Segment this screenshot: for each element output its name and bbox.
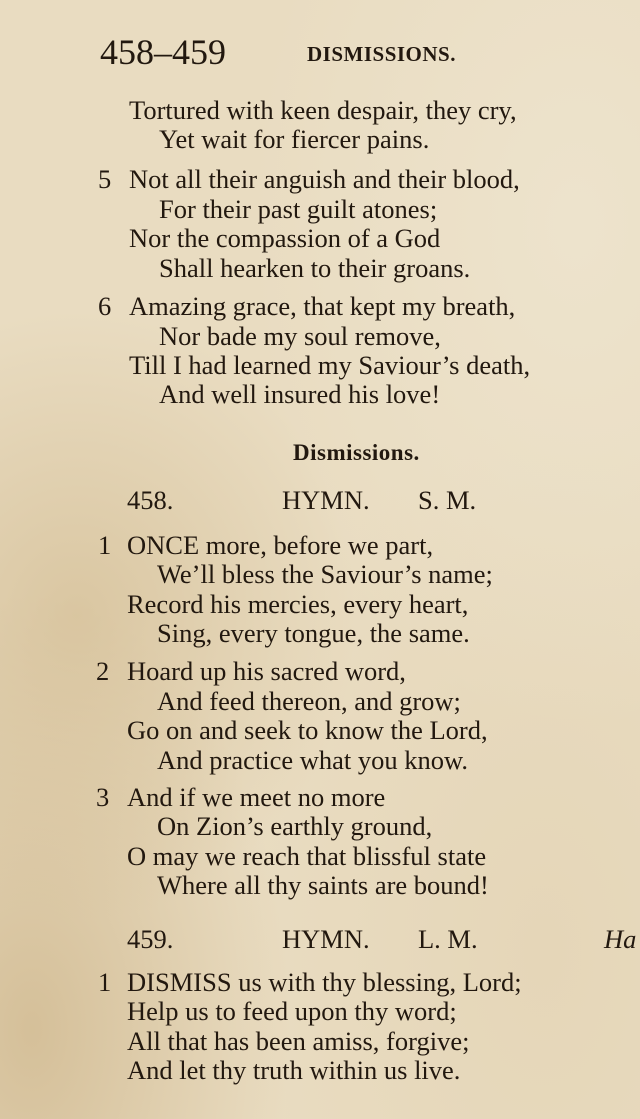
page-range: 458–459: [100, 32, 226, 72]
verse-line: And feed thereon, and grow;: [157, 686, 461, 716]
hymn-number: 459.: [127, 924, 174, 954]
hymn-title: HYMN.: [282, 924, 370, 954]
verse-line: O may we reach that blissful state: [127, 841, 487, 871]
verse-line: And let thy truth within us live.: [127, 1055, 461, 1085]
verse-line: Yet wait for fiercer pains.: [159, 124, 430, 154]
hymn-number: 458.: [127, 485, 174, 515]
section-heading: Dismissions.: [293, 440, 420, 465]
verse-line: Help us to feed upon thy word;: [127, 996, 457, 1026]
hymn-header: [0, 922, 640, 956]
verse-line: Amazing grace, that kept my breath,: [129, 291, 516, 321]
running-head: [100, 30, 480, 74]
verse-line: Not all their anguish and their blood,: [129, 164, 520, 194]
verse-line: And if we meet no more: [127, 782, 386, 812]
verse-line: Tortured with keen despair, they cry,: [129, 95, 517, 125]
verse-line: Go on and seek to know the Lord,: [127, 715, 488, 745]
stanza-number: 6: [98, 291, 112, 321]
stanza-number: 1: [98, 967, 112, 997]
hymn-header: [0, 483, 640, 517]
stanza-number: 5: [98, 164, 112, 194]
verse-line: Nor the compassion of a God: [129, 223, 441, 253]
verse-line: All that has been amiss, forgive;: [127, 1026, 470, 1056]
verse-line: Nor bade my soul remove,: [159, 321, 441, 351]
verse-line: ONCE more, before we part,: [127, 530, 434, 560]
stanza-number: 3: [96, 782, 110, 812]
stanza-number: 2: [96, 656, 110, 686]
hymn-title: HYMN.: [282, 485, 370, 515]
verse-line: Till I had learned my Saviour’s death,: [129, 350, 531, 380]
verse-line: Hoard up his sacred word,: [127, 656, 406, 686]
verse-line: Sing, every tongue, the same.: [157, 618, 470, 648]
verse-line: And well insured his love!: [159, 379, 441, 409]
verse-line: Shall hearken to their groans.: [159, 253, 471, 283]
verse-line: On Zion’s earthly ground,: [157, 811, 433, 841]
verse-line: And practice what you know.: [157, 745, 469, 775]
verse-line: Record his mercies, every heart,: [127, 589, 469, 619]
verse-line: For their past guilt atones;: [159, 194, 438, 224]
stanza-number: 1: [98, 530, 112, 560]
verse-line: Where all thy saints are bound!: [157, 870, 489, 900]
hymn-meter: L. M.: [418, 924, 478, 954]
hymn-meter: S. M.: [418, 485, 477, 515]
hymn-author: Ha: [604, 924, 637, 954]
running-section-title: DISMISSIONS.: [307, 42, 456, 66]
verse-line: We’ll bless the Saviour’s name;: [157, 559, 493, 589]
verse-line: DISMISS us with thy blessing, Lord;: [127, 967, 522, 997]
